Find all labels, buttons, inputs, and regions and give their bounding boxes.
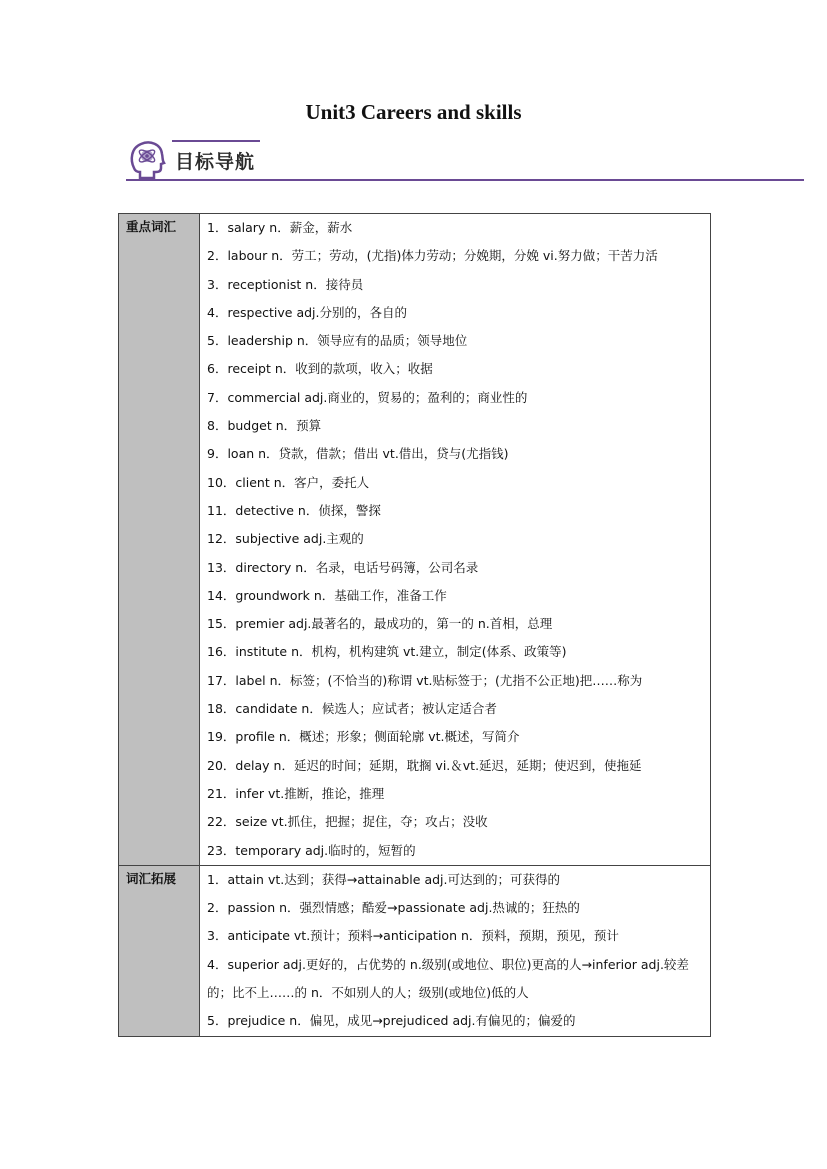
- vocab-item: 19．profile n．概述；形象；侧面轮廓 vt.概述，写简介: [207, 729, 520, 745]
- vocab-item: 21．infer vt.推断，推论，推理: [207, 785, 385, 801]
- vocab-item: 18．candidate n．候选人；应试者；被认定适合者: [207, 701, 497, 717]
- banner-heading: 目标导航: [175, 151, 256, 173]
- section-label-cell: [119, 865, 200, 1036]
- vocab-item: 15．premier adj.最著名的，最成功的，第一的 n.首相，总理: [207, 616, 553, 632]
- section-label: 词汇拓展: [126, 870, 177, 886]
- vocabulary-table: [118, 213, 711, 1037]
- vocab-item: 12．subjective adj.主观的: [207, 531, 364, 547]
- vocab-item: 7．commercial adj.商业的，贸易的；盈利的；商业性的: [207, 389, 528, 405]
- section-label-cell: [119, 214, 200, 866]
- section-vocabulary-extension: [119, 865, 711, 1036]
- head-atom-icon: [126, 138, 168, 180]
- vocab-item: 14．groundwork n．基础工作，准备工作: [207, 587, 447, 603]
- vocab-item: 3．receptionist n．接待员: [207, 276, 364, 292]
- vocab-item: 3．anticipate vt.预计；预料→anticipation n．预料，预期，预见，预计: [207, 928, 619, 944]
- section-banner: [126, 138, 804, 182]
- vocab-item: 20．delay n．延迟的时间；延期，耽搁 vi.＆vt.延迟，延期；使迟到，使拖延: [207, 757, 642, 773]
- vocab-item: 5．leadership n．领导应有的品质；领导地位: [207, 333, 468, 349]
- vocab-item: 4．respective adj.分别的，各自的: [207, 304, 407, 320]
- vocab-item: 17．label n．标签；(不恰当的)称谓 vt.贴标签于；(尤指不公正地)把……称为: [207, 672, 643, 688]
- section-key-vocabulary: [119, 214, 711, 866]
- vocab-item: 11．detective n．侦探，警探: [207, 502, 381, 518]
- vocab-item: 8．budget n．预算: [207, 418, 322, 434]
- section-content: [200, 214, 711, 866]
- vocab-item: 10．client n．客户，委托人: [207, 474, 370, 490]
- vocab-item: 5．prejudice n．偏见，成见→prejudiced adj.有偏见的；偏爱的: [207, 1013, 576, 1029]
- section-label: 重点词汇: [126, 219, 177, 234]
- vocab-item: 4．superior adj.更好的，占优势的 n.级别(或地位、职位)更高的人→inferior adj.较差的；比不上……的 n．不如别人的人；级别(或地位)低的人: [207, 956, 689, 1001]
- vocab-item: 9．loan n．贷款，借款；借出 vt.借出，贷与(尤指钱): [207, 446, 509, 462]
- vocab-item: 1．attain vt.达到；获得→attainable adj.可达到的；可获得的: [207, 871, 560, 887]
- vocab-item: 22．seize vt.抓住，把握；捉住，夺；攻占；没收: [207, 814, 488, 830]
- vocab-item: 13．directory n．名录，电话号码簿，公司名录: [207, 559, 479, 575]
- vocab-item: 23．temporary adj.临时的，短暂的: [207, 842, 416, 858]
- banner-underline: [126, 179, 804, 181]
- page-title: Unit3 Careers and skills: [305, 100, 522, 124]
- banner-accent-bar: [172, 140, 260, 142]
- vocab-item: 1．salary n．薪金，薪水: [207, 220, 353, 235]
- vocab-item: 2．passion n．强烈情感；酷爱→passionate adj.热诚的；狂热的: [207, 900, 580, 916]
- vocab-item: 6．receipt n．收到的款项，收入；收据: [207, 361, 433, 377]
- section-content: [200, 865, 711, 1036]
- vocab-item: 16．institute n．机构，机构建筑 vt.建立，制定(体系、政策等): [207, 644, 567, 660]
- vocab-item: 2．labour n．劳工；劳动，(尤指)体力劳动；分娩期，分娩 vi.努力做；干苦力活: [207, 248, 658, 264]
